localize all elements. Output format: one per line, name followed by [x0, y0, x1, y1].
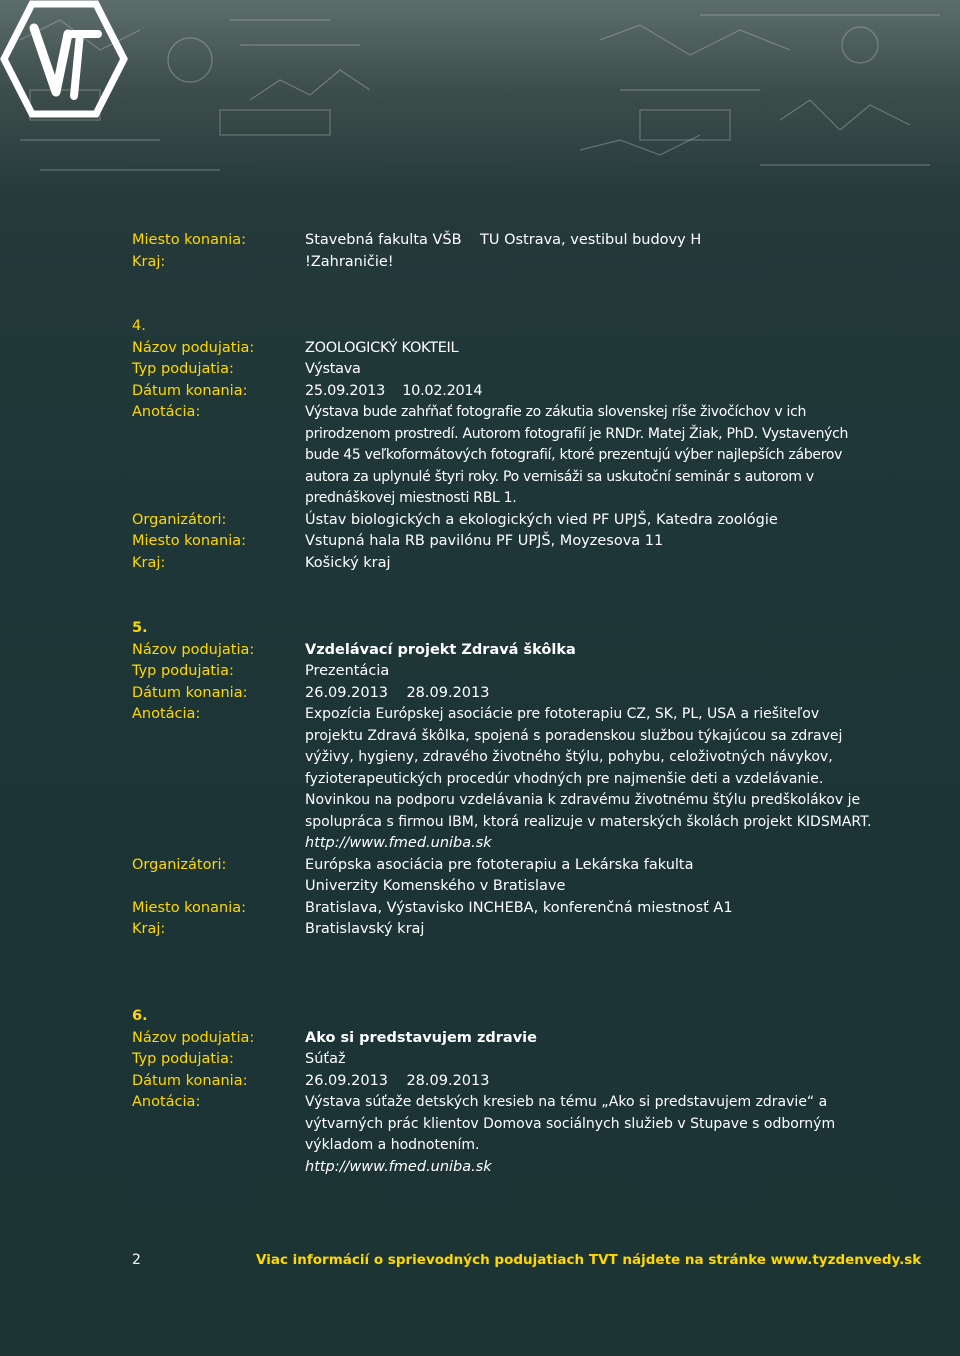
- event-type: Výstava: [305, 361, 361, 377]
- event-date: 26.09.2013 28.09.2013: [305, 684, 490, 701]
- event-region: Bratislavský kraj: [305, 921, 425, 937]
- event-type-row: [132, 359, 872, 381]
- event-number: 6.: [132, 1008, 148, 1024]
- annotation-label: Anotácia:: [132, 706, 201, 722]
- venue-label: Miesto konania:: [132, 232, 246, 248]
- event-name-row: [132, 640, 872, 662]
- event-type: Prezentácia: [305, 663, 390, 679]
- event-type-row: [132, 1049, 872, 1071]
- date-label: Dátum konania:: [132, 382, 248, 399]
- event-venue-row: [132, 531, 872, 553]
- event-5: [132, 618, 872, 941]
- event-date-row: [132, 683, 872, 705]
- event-link[interactable]: http://www.fmed.uniba.sk: [305, 1158, 492, 1175]
- venue-value: Stavebná fakulta VŠB TU Ostrava, vestibul budovy H: [305, 232, 702, 248]
- venue-label: Miesto konania:: [132, 899, 246, 916]
- type-label: Typ podujatia:: [132, 361, 234, 377]
- event-name-row: [132, 338, 872, 360]
- region-value: !Zahraničie!: [305, 253, 394, 270]
- event-organizers: Európska asociácia pre fototerapiu a Lekárska fakulta Univerzity Komenského v Bratislave: [305, 856, 694, 894]
- top-venue-row: [132, 230, 872, 252]
- event-name: ZOOLOGICKÝ KOKTEIL: [305, 339, 459, 356]
- event-name: Vzdelávací projekt Zdravá škôlka: [305, 641, 576, 658]
- top-region-row: [132, 252, 872, 274]
- name-label: Názov podujatia:: [132, 1029, 255, 1046]
- event-name-row: [132, 1028, 872, 1050]
- event-4: [132, 316, 872, 574]
- event-venue: Vstupná hala RB pavilónu PF UPJŠ, Moyzesova 11: [305, 533, 664, 549]
- event-name: Ako si predstavujem zdravie: [305, 1029, 537, 1046]
- event-date: 25.09.2013 10.02.2014: [305, 382, 483, 399]
- event-type: Súťaž: [305, 1051, 346, 1067]
- event-annotation: Výstava bude zahŕňať fotografie zo zákutia slovenskej ríše živočíchov v ich prirodzenom prostredí. Autorom fotografií je RNDr. Matej Žiak, PhD. Vystavených bude 45 veľkoformátových fotografií, ktoré prezentujú výber najlepších záberov autora za uplynulé štyri roky. Po vernisáži sa uskutoční seminár s autorom v prednáškovej miestnosti RBL 1.: [305, 404, 849, 506]
- event-region-row: [132, 919, 872, 941]
- date-label: Dátum konania:: [132, 684, 248, 701]
- event-region: Košický kraj: [305, 554, 391, 571]
- event-link[interactable]: http://www.fmed.uniba.sk: [305, 835, 492, 851]
- event-6: [132, 1006, 872, 1178]
- event-organizers-row: [132, 510, 872, 532]
- event-annotation-row: [132, 402, 872, 510]
- type-label: Typ podujatia:: [132, 1051, 234, 1067]
- chalk-doodles: [0, 0, 960, 215]
- organizers-label: Organizátori:: [132, 856, 227, 873]
- event-organizers-row: [132, 855, 872, 898]
- event-date-row: [132, 1071, 872, 1093]
- chalkboard-header: [0, 0, 960, 215]
- event-annotation: Výstava súťaže detských kresieb na tému „Ako si predstavujem zdravie“ a výtvarných prác klientov Domova sociálnych služieb v Stupave s odborným výkladom a hodnotením.: [305, 1094, 836, 1153]
- event-annotation-row: [132, 704, 872, 855]
- event-number: 5.: [132, 620, 148, 636]
- venue-label: Miesto konania:: [132, 533, 246, 549]
- event-organizers: Ústav biologických a ekologických vied PF UPJŠ, Katedra zoológie: [305, 511, 778, 528]
- name-label: Názov podujatia:: [132, 641, 255, 658]
- event-date: 26.09.2013 28.09.2013: [305, 1072, 490, 1089]
- region-label: Kraj:: [132, 554, 166, 571]
- event-region-row: [132, 553, 872, 575]
- tvt-logo: [0, 0, 128, 118]
- annotation-label: Anotácia:: [132, 404, 201, 420]
- region-label: Kraj:: [132, 921, 166, 937]
- organizers-label: Organizátori:: [132, 511, 227, 528]
- event-date-row: [132, 381, 872, 403]
- name-label: Názov podujatia:: [132, 339, 255, 356]
- event-type-row: [132, 661, 872, 683]
- footer-info: Viac informácií o sprievodných podujatiach TVT nájdete na stránke www.tyzdenvedy.sk: [256, 1252, 922, 1268]
- date-label: Dátum konania:: [132, 1072, 248, 1089]
- annotation-label: Anotácia:: [132, 1094, 201, 1110]
- event-annotation: Expozícia Európskej asociácie pre fototerapiu CZ, SK, PL, USA a riešiteľov projektu Zdravá škôlka, spojená s poradenskou službou týkajúcou sa zdravej výživy, hygieny, zdravého životného štýlu, pohybu, celoživotných návykov, fyzioterapeutických procedúr vhodných pre najmenšie deti a vzdelávanie. Novinkou na podporu vzdelávania k zdravému životnému štýlu predškolákov je spolupráca s firmou IBM, ktorá realizuje v materských školách projekt KIDSMART.: [305, 706, 872, 830]
- top-section: [132, 230, 872, 273]
- region-label: Kraj:: [132, 253, 166, 270]
- event-venue: Bratislava, Výstavisko INCHEBA, konferenčná miestnosť A1: [305, 899, 733, 916]
- event-annotation-row: [132, 1092, 872, 1178]
- type-label: Typ podujatia:: [132, 663, 234, 679]
- event-number: 4.: [132, 318, 146, 334]
- event-venue-row: [132, 898, 872, 920]
- page-number: 2: [132, 1252, 141, 1268]
